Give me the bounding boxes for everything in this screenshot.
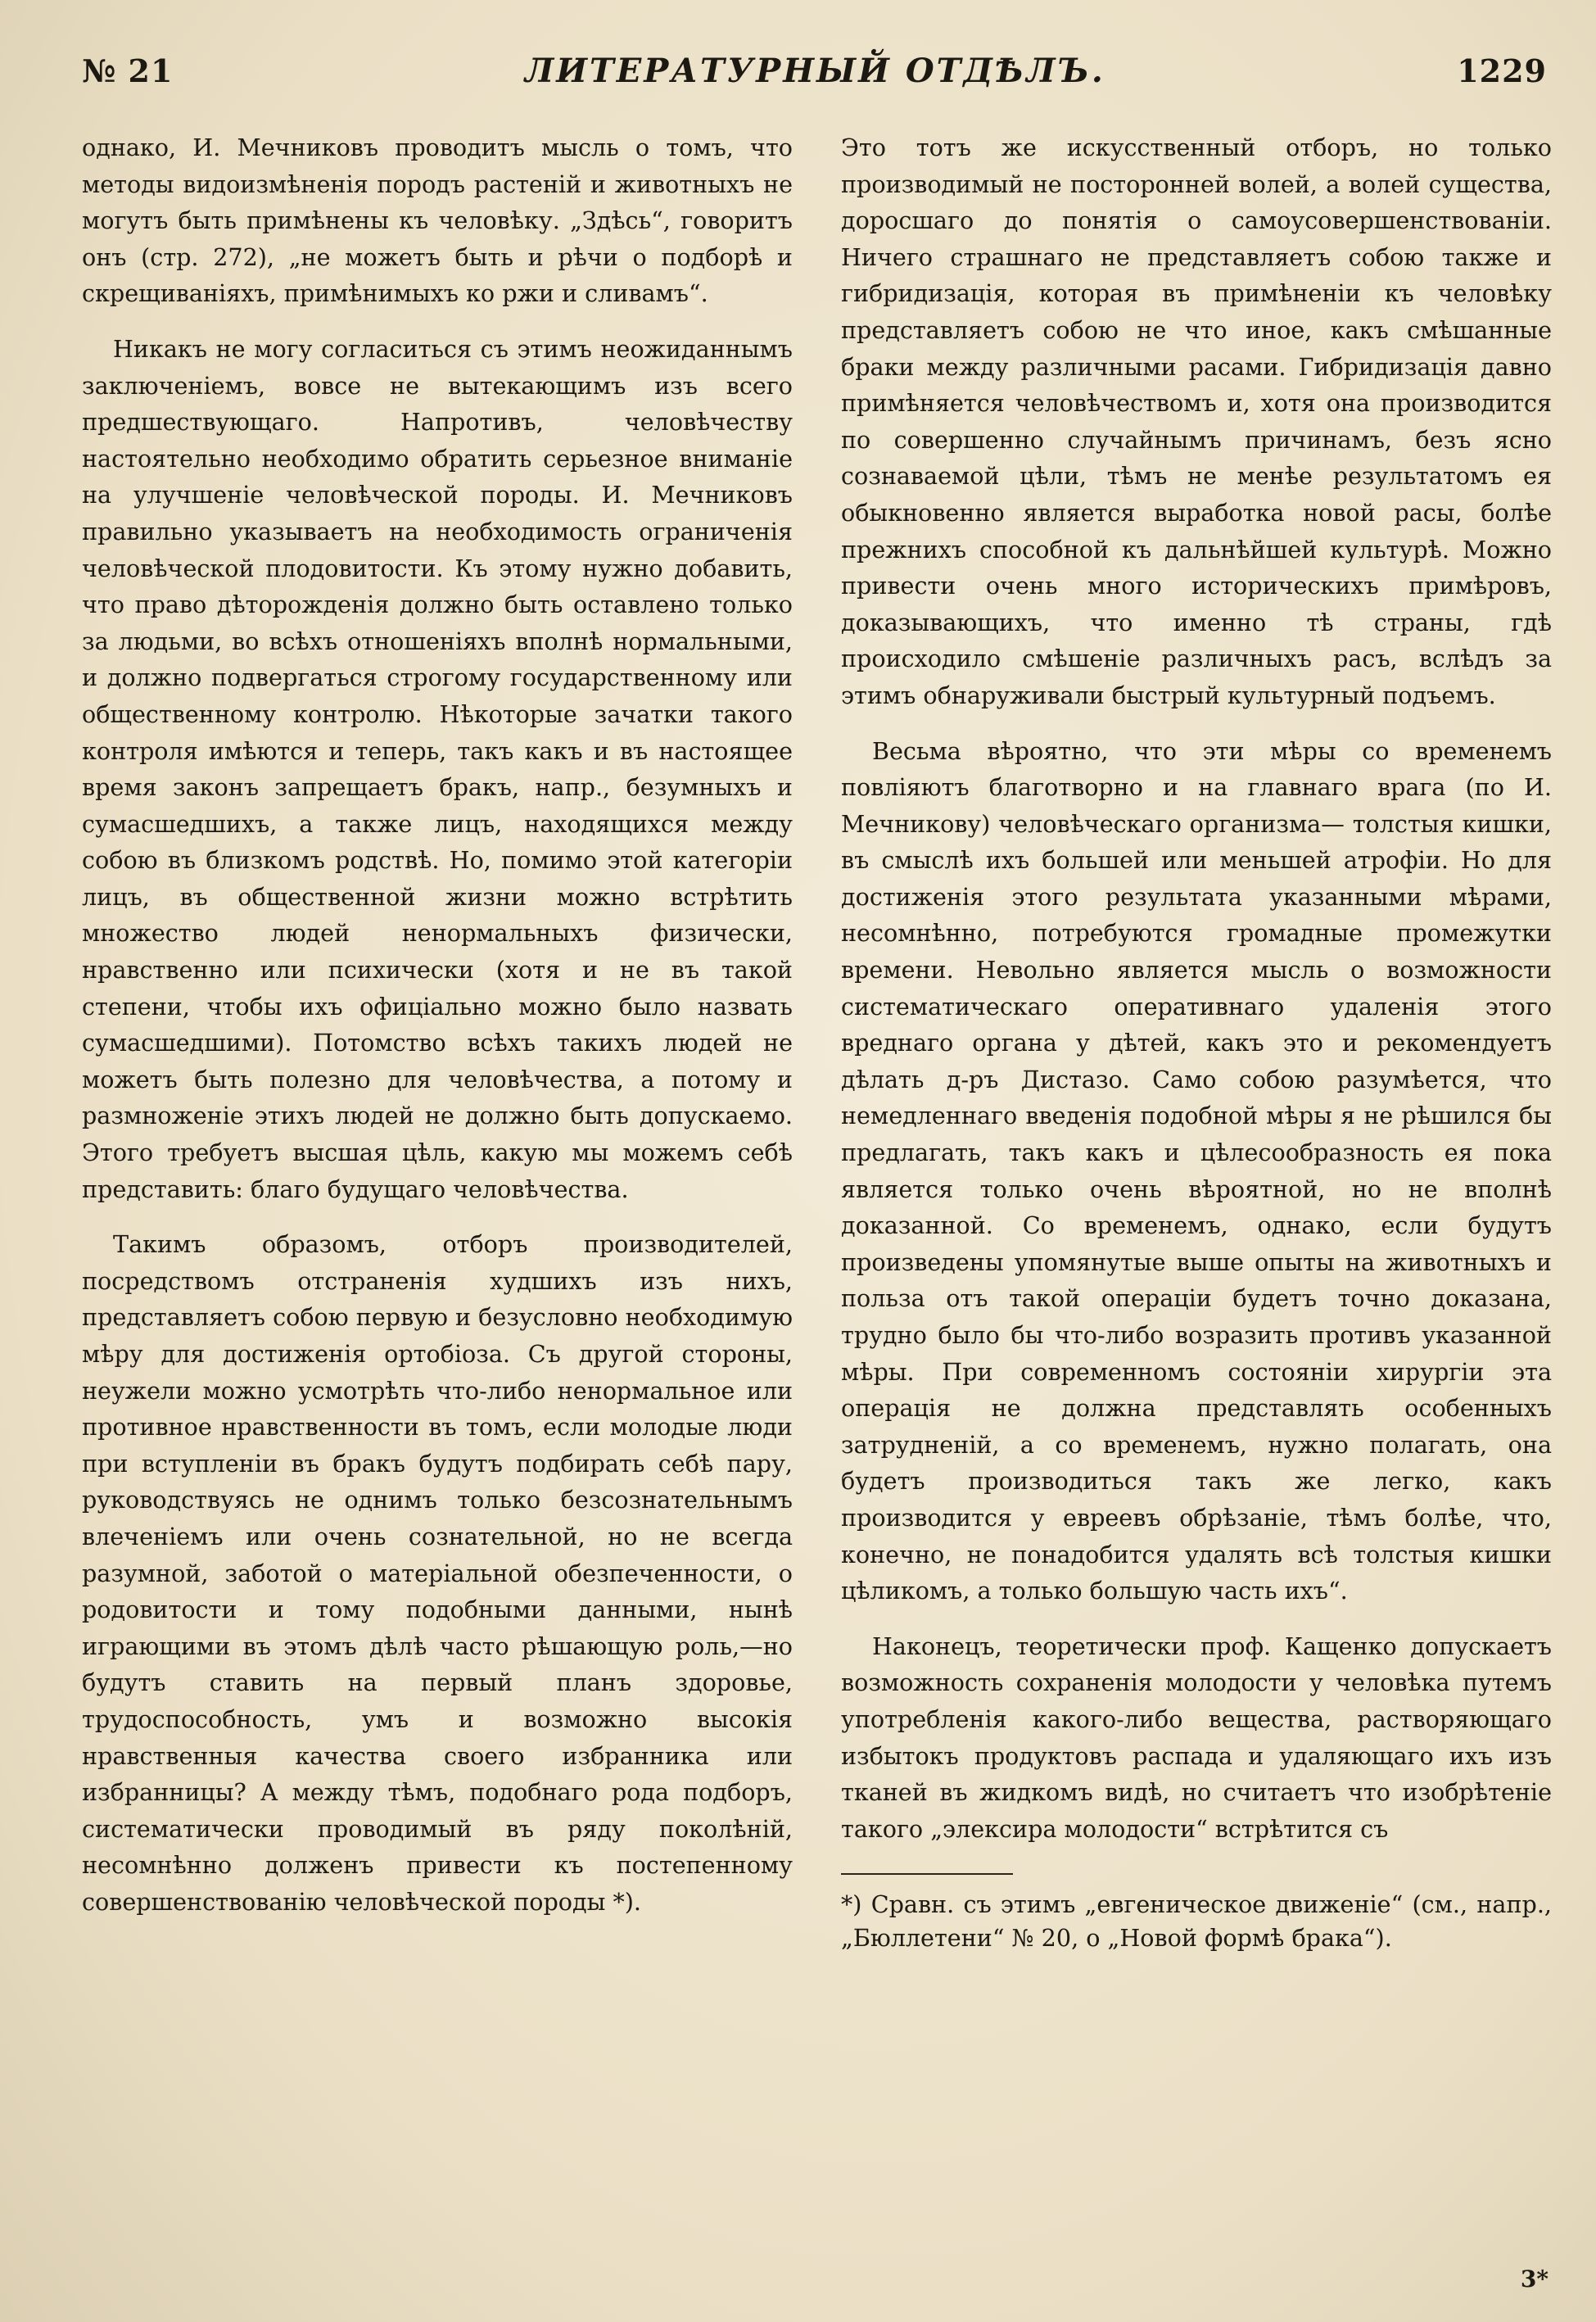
page-number: 1229 bbox=[1457, 52, 1547, 89]
paragraph: Такимъ образомъ, отборъ производителей, посредствомъ отстраненія худшихъ изъ нихъ, представляетъ собою первую и безусловно необходимую мѣру для достиженія ортобіоза. Съ другой стороны, неужели можно усмотрѣть что-либо ненормальное или противное нравственности въ томъ, если молодые люди при вступленіи въ бракъ будутъ подбирать себѣ пару, руководствуясь не однимъ только безсознательнымъ влеченіемъ или очень сознательной, но не всегда разумной, заботой о матеріальной обезпеченности, о родовитости и тому подобными данными, нынѣ играющими въ этомъ дѣлѣ часто рѣшающую роль,—но будутъ ставить на первый планъ здоровье, трудоспособность, умъ и возможно высокія нравственныя качества своего избранника или избранницы? А между тѣмъ, подобнаго рода подборъ, систематически проводимый въ ряду поколѣній, несомнѣнно долженъ привести къ постепенному совершенствованію человѣческой породы *). bbox=[82, 1230, 793, 1916]
printer-signature-mark: 3* bbox=[1520, 2265, 1549, 2293]
text-columns bbox=[82, 129, 1552, 1974]
running-header bbox=[82, 51, 1547, 90]
left-column bbox=[82, 129, 793, 1974]
paragraph: Наконецъ, теоретически проф. Кащенко допускаетъ возможность сохраненія молодости у человѣка путемъ употребленія какого-либо вещества, растворяющаго избытокъ продуктовъ распада и удаляющаго ихъ изъ тканей въ жидкомъ видѣ, но считаетъ что изобрѣтеніе такого „элексира молодости“ встрѣтится съ bbox=[841, 1632, 1552, 1843]
paragraph: Весьма вѣроятно, что эти мѣры со временемъ повліяютъ благотворно и на главнаго врага (по И. Мечникову) человѣческаго организма— толстыя кишки, въ смыслѣ ихъ большей или меньшей атрофіи. Но для достиженія этого результата указанными мѣрами, несомнѣнно, потребуются громадные промежутки времени. Невольно является мысль о возможности систематическаго оперативнаго удаленія этого вреднаго органа у дѣтей, какъ это и рекомендуетъ дѣлать д-ръ Дистазо. Само собою разумѣется, что немедленнаго введенія подобной мѣры я не рѣшился бы предлагать, такъ какъ и цѣлесообразность ея пока является только очень вѣроятной, но не вполнѣ доказанной. Со временемъ, однако, если будутъ произведены упомянутые выше опыты на животныхъ и польза отъ такой операціи будетъ точно доказана, трудно было бы что-либо возразить противъ указанной мѣры. При современномъ состояніи хирургіи эта операція не должна представлять особенныхъ затрудненій, а со временемъ, нужно полагать, она будетъ производиться такъ же легко, какъ производится у евреевъ обрѣзаніе, тѣмъ болѣе, что, конечно, не понадобится удалять всѣ толстыя кишки цѣликомъ, а только большую часть ихъ“. bbox=[841, 736, 1552, 1605]
paragraph: Никакъ не могу согласиться съ этимъ неожиданнымъ заключеніемъ, вовсе не вытекающимъ изъ всего предшествующаго. Напротивъ, человѣчеству настоятельно необходимо обратить серьезное вниманіе на улучшеніе человѣческой породы. И. Мечниковъ правильно указываетъ на необходимость ограниченія человѣческой плодовитости. Къ этому нужно добавить, что право дѣторожденія должно быть оставлено только за людьми, во всѣхъ отношеніяхъ вполнѣ нормальными, и должно подвергаться строгому государственному или общественному контролю. Нѣкоторые зачатки такого контроля имѣются и теперь, такъ какъ и въ настоящее время законъ запрещаетъ бракъ, напр., безумныхъ и сумасшедшихъ, а также лицъ, находящихся между собою въ близкомъ родствѣ. Но, помимо этой категоріи лицъ, въ общественной жизни можно встрѣтить множество людей ненормальныхъ физически, нравственно или психически (хотя и не въ такой степени, чтобы ихъ офиціально можно было назвать сумасшедшими). Потомство всѣхъ такихъ людей не можетъ быть полезно для человѣчества, а потому и размноженіе этихъ людей не должно быть допускаемо. Этого требуетъ высшая цѣль, какую мы можемъ себѣ представить: благо будущаго человѣчества. bbox=[82, 334, 793, 1203]
section-title: ЛИТЕРАТУРНЫЙ ОТДѢЛЪ. bbox=[524, 51, 1105, 90]
paragraph: Это тотъ же искусственный отборъ, но только производимый не посторонней волей, а волей существа, доросшаго до понятія о самоусовершенствованіи. Ничего страшнаго не представляетъ собою также и гибридизація, которая въ примѣненіи къ человѣку представляетъ собою не что иное, какъ смѣшанные браки между различными расами. Гибридизація давно примѣняется человѣчествомъ и, хотя она производится по совершенно случайнымъ причинамъ, безъ ясно сознаваемой цѣли, тѣмъ не менѣе результатомъ ея обыкновенно является выработка новой расы, болѣе прежнихъ способной къ дальнѣйшей культурѣ. Можно привести очень много историческихъ примѣровъ, доказывающихъ, что именно тѣ страны, гдѣ происходило смѣшеніе различныхъ расъ, вслѣдъ за этимъ обнаруживали быстрый культурный подъемъ. bbox=[841, 134, 1552, 709]
paragraph: однако, И. Мечниковъ проводитъ мысль о томъ, что методы видоизмѣненія породъ растеній и животныхъ не могутъ быть примѣнены къ человѣку. „Здѣсь“, говоритъ онъ (стр. 272), „не можетъ быть и рѣчи о подборѣ и скрещиваніяхъ, примѣнимыхъ ко ржи и сливамъ“. bbox=[82, 134, 793, 308]
right-column bbox=[841, 129, 1552, 1974]
footnote-divider bbox=[841, 1873, 1013, 1875]
footnote: *) Сравн. съ этимъ „евгеническое движеніе“ (см., напр., „Бюллетени“ № 20, о „Новой формѣ брака“). bbox=[841, 1890, 1552, 1953]
issue-number: № 21 bbox=[82, 52, 174, 89]
